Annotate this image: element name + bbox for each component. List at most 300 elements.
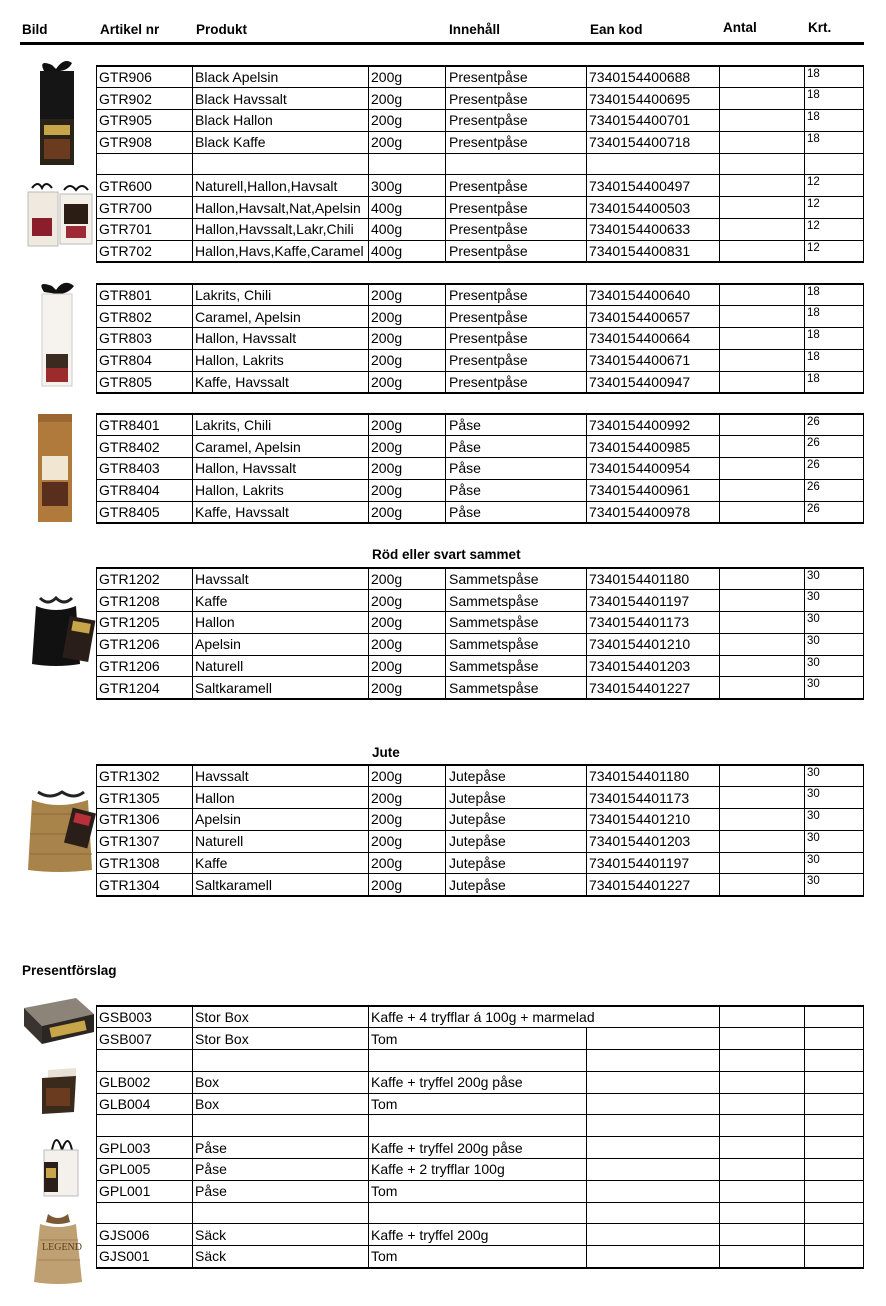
content-cell: Presentpåse — [446, 349, 587, 371]
krt-cell: 18 — [805, 371, 864, 393]
article-number-cell: GTR1302 — [97, 765, 193, 787]
ean-cell: 7340154400688 — [587, 66, 720, 88]
content-cell: Sammetspåse — [446, 590, 587, 612]
article-number-cell: GLB002 — [97, 1071, 193, 1093]
empty-cell — [587, 1159, 720, 1181]
shopping-bag-icon — [38, 1128, 82, 1198]
antal-cell[interactable] — [720, 414, 805, 436]
product-table-gtr800 — [96, 283, 864, 394]
product-cell: Påse — [193, 1159, 369, 1181]
article-number-cell: GTR700 — [97, 197, 193, 219]
krt-cell — [805, 1224, 864, 1246]
weight-cell: 200g — [369, 568, 446, 590]
table-row — [97, 874, 864, 896]
ean-cell: 7340154401203 — [587, 830, 720, 852]
krt-cell: 12 — [805, 240, 864, 262]
content-cell: Sammetspåse — [446, 568, 587, 590]
antal-cell[interactable] — [720, 612, 805, 634]
antal-cell[interactable] — [720, 153, 805, 175]
krt-cell: 30 — [805, 590, 864, 612]
product-cell: Hallon — [193, 787, 369, 809]
product-cell: Apelsin — [193, 633, 369, 655]
weight-cell: 200g — [369, 328, 446, 350]
article-number-cell: GTR1308 — [97, 852, 193, 874]
antal-cell[interactable] — [720, 479, 805, 501]
large-gift-box-icon — [20, 994, 96, 1046]
product-cell — [193, 1050, 369, 1072]
weight-cell: 200g — [369, 110, 446, 132]
table-row — [97, 306, 864, 328]
product-cell: Hallon, Havssalt — [193, 458, 369, 480]
content-cell: Påse — [446, 436, 587, 458]
ean-cell: 7340154400961 — [587, 479, 720, 501]
small-gift-box-icon — [40, 1066, 80, 1116]
table-row — [97, 88, 864, 110]
product-cell: Black Hallon — [193, 110, 369, 132]
product-cell: Kaffe — [193, 852, 369, 874]
weight-cell: 200g — [369, 306, 446, 328]
article-number-cell: GTR803 — [97, 328, 193, 350]
antal-cell[interactable] — [720, 590, 805, 612]
krt-cell: 30 — [805, 677, 864, 699]
header-bild: Bild — [22, 22, 48, 37]
content-cell: Jutepåse — [446, 809, 587, 831]
table-row — [97, 501, 864, 523]
antal-cell[interactable] — [720, 1224, 805, 1246]
antal-cell[interactable] — [720, 830, 805, 852]
table-row — [97, 436, 864, 458]
description-cell: Tom — [369, 1093, 587, 1115]
product-cell: Hallon, Lakrits — [193, 349, 369, 371]
product-cell: Hallon, Havssalt — [193, 328, 369, 350]
table-row — [97, 1028, 864, 1050]
ean-cell: 7340154401210 — [587, 633, 720, 655]
krt-cell: 26 — [805, 479, 864, 501]
krt-cell: 30 — [805, 612, 864, 634]
antal-cell[interactable] — [720, 328, 805, 350]
empty-cell — [587, 1050, 720, 1072]
article-number-cell: GSB007 — [97, 1028, 193, 1050]
section-title-sammet: Röd eller svart sammet — [372, 547, 521, 562]
ean-cell: 7340154400503 — [587, 197, 720, 219]
krt-cell: 18 — [805, 349, 864, 371]
weight-cell: 200g — [369, 590, 446, 612]
article-number-cell: GTR600 — [97, 175, 193, 197]
table-row — [97, 1050, 864, 1072]
antal-cell[interactable] — [720, 349, 805, 371]
weight-cell: 200g — [369, 852, 446, 874]
description-cell — [369, 1202, 587, 1224]
table-row — [97, 66, 864, 88]
coffee-sack-icon — [30, 1210, 86, 1286]
product-cell: Lakrits, Chili — [193, 284, 369, 306]
ean-cell: 7340154400695 — [587, 88, 720, 110]
content-cell: Sammetspåse — [446, 677, 587, 699]
ean-cell: 7340154400978 — [587, 501, 720, 523]
product-cell: Lakrits, Chili — [193, 414, 369, 436]
product-cell: Caramel, Apelsin — [193, 306, 369, 328]
antal-cell[interactable] — [720, 765, 805, 787]
product-cell — [193, 1202, 369, 1224]
krt-cell: 30 — [805, 568, 864, 590]
content-cell: Presentpåse — [446, 284, 587, 306]
product-cell: Påse — [193, 1137, 369, 1159]
krt-cell: 18 — [805, 131, 864, 153]
product-cell: Black Apelsin — [193, 66, 369, 88]
article-number-cell: GTR1307 — [97, 830, 193, 852]
ean-cell: 7340154401173 — [587, 612, 720, 634]
antal-cell[interactable] — [720, 501, 805, 523]
product-table-black — [96, 65, 864, 263]
ean-cell: 7340154401227 — [587, 677, 720, 699]
antal-cell[interactable] — [720, 1137, 805, 1159]
table-row — [97, 590, 864, 612]
antal-cell[interactable] — [720, 874, 805, 896]
krt-cell: 18 — [805, 88, 864, 110]
table-row — [97, 677, 864, 699]
weight-cell: 200g — [369, 458, 446, 480]
article-number-cell: GTR1304 — [97, 874, 193, 896]
weight-cell: 200g — [369, 88, 446, 110]
content-cell: Påse — [446, 414, 587, 436]
article-number-cell: GTR8402 — [97, 436, 193, 458]
table-row — [97, 414, 864, 436]
content-cell: Jutepåse — [446, 765, 587, 787]
content-cell: Jutepåse — [446, 874, 587, 896]
antal-cell[interactable] — [720, 66, 805, 88]
article-number-cell — [97, 1050, 193, 1072]
content-cell: Presentpåse — [446, 306, 587, 328]
table-row — [97, 371, 864, 393]
antal-cell[interactable] — [720, 219, 805, 241]
product-cell: Hallon, Lakrits — [193, 479, 369, 501]
empty-cell — [587, 1115, 720, 1137]
description-cell: Tom — [369, 1180, 587, 1202]
antal-cell[interactable] — [720, 809, 805, 831]
description-cell: Kaffe + 2 tryfflar 100g — [369, 1159, 587, 1181]
product-cell: Hallon,Havsalt,Nat,Apelsin — [193, 197, 369, 219]
content-cell: Presentpåse — [446, 131, 587, 153]
product-cell: Kaffe, Havssalt — [193, 371, 369, 393]
description-cell: Tom — [369, 1246, 587, 1268]
krt-cell: 18 — [805, 328, 864, 350]
product-cell: Caramel, Apelsin — [193, 436, 369, 458]
gift-suggestion-table — [96, 1005, 864, 1269]
header-antal: Antal — [723, 20, 757, 35]
product-cell: Hallon,Havssalt,Lakr,Chili — [193, 219, 369, 241]
antal-cell[interactable] — [720, 284, 805, 306]
table-row — [97, 1159, 864, 1181]
antal-cell[interactable] — [720, 1159, 805, 1181]
article-number-cell: GTR905 — [97, 110, 193, 132]
weight-cell: 200g — [369, 479, 446, 501]
column-header-row — [0, 0, 886, 46]
weight-cell: 200g — [369, 414, 446, 436]
product-cell: Naturell — [193, 830, 369, 852]
empty-cell — [587, 1202, 720, 1224]
antal-cell[interactable] — [720, 633, 805, 655]
weight-cell: 200g — [369, 633, 446, 655]
article-number-cell: GTR8403 — [97, 458, 193, 480]
antal-cell[interactable] — [720, 175, 805, 197]
content-cell: Påse — [446, 501, 587, 523]
article-number-cell: GPL003 — [97, 1137, 193, 1159]
krt-cell: 30 — [805, 655, 864, 677]
ean-cell: 7340154400985 — [587, 436, 720, 458]
table-row — [97, 1093, 864, 1115]
content-cell: Presentpåse — [446, 219, 587, 241]
table-row — [97, 655, 864, 677]
antal-cell[interactable] — [720, 655, 805, 677]
article-number-cell: GTR1206 — [97, 655, 193, 677]
antal-cell[interactable] — [720, 1028, 805, 1050]
header-divider — [20, 42, 864, 45]
table-row — [97, 787, 864, 809]
antal-cell[interactable] — [720, 110, 805, 132]
ean-cell: 7340154400701 — [587, 110, 720, 132]
description-cell: Kaffe + tryffel 200g påse — [369, 1137, 587, 1159]
ean-cell: 7340154400664 — [587, 328, 720, 350]
krt-cell: 26 — [805, 436, 864, 458]
krt-cell: 30 — [805, 830, 864, 852]
antal-cell[interactable] — [720, 568, 805, 590]
table-row — [97, 612, 864, 634]
table-row — [97, 1202, 864, 1224]
article-number-cell: GTR902 — [97, 88, 193, 110]
table-row — [97, 153, 864, 175]
article-number-cell: GTR906 — [97, 66, 193, 88]
krt-cell: 30 — [805, 787, 864, 809]
table-row — [97, 765, 864, 787]
table-row — [97, 328, 864, 350]
description-cell: Kaffe + tryffel 200g — [369, 1224, 587, 1246]
header-krt: Krt. — [808, 20, 832, 35]
article-number-cell: GTR1205 — [97, 612, 193, 634]
table-row — [97, 830, 864, 852]
antal-cell[interactable] — [720, 1180, 805, 1202]
antal-cell[interactable] — [720, 131, 805, 153]
ean-cell: 7340154401197 — [587, 590, 720, 612]
table-row — [97, 1137, 864, 1159]
ean-cell: 7340154401227 — [587, 874, 720, 896]
weight-cell: 200g — [369, 612, 446, 634]
table-row — [97, 219, 864, 241]
ean-cell: 7340154400947 — [587, 371, 720, 393]
article-number-cell: GTR1206 — [97, 633, 193, 655]
antal-cell[interactable] — [720, 306, 805, 328]
kraft-paper-bag-icon — [36, 412, 74, 524]
product-cell: Hallon,Havs,Kaffe,Caramel — [193, 240, 369, 262]
article-number-cell: GTR1305 — [97, 787, 193, 809]
article-number-cell: GTR702 — [97, 240, 193, 262]
weight-cell: 200g — [369, 830, 446, 852]
product-cell: Box — [193, 1071, 369, 1093]
header-artikel-nr: Artikel nr — [100, 22, 160, 37]
weight-cell: 200g — [369, 131, 446, 153]
content-cell: Påse — [446, 479, 587, 501]
content-cell — [446, 153, 587, 175]
ean-cell: 7340154400718 — [587, 131, 720, 153]
description-cell — [369, 1115, 587, 1137]
content-cell: Sammetspåse — [446, 612, 587, 634]
ean-cell: 7340154401210 — [587, 809, 720, 831]
article-number-cell: GTR1306 — [97, 809, 193, 831]
article-number-cell: GJS006 — [97, 1224, 193, 1246]
weight-cell — [369, 153, 446, 175]
krt-cell — [805, 153, 864, 175]
weight-cell: 200g — [369, 371, 446, 393]
content-cell: Presentpåse — [446, 240, 587, 262]
header-innehall: Innehåll — [449, 22, 501, 37]
empty-cell — [587, 1246, 720, 1268]
article-number-cell — [97, 1115, 193, 1137]
product-table-gtr8400 — [96, 413, 864, 524]
krt-cell — [805, 1246, 864, 1268]
krt-cell — [805, 1137, 864, 1159]
weight-cell: 200g — [369, 874, 446, 896]
ean-cell: 7340154400657 — [587, 306, 720, 328]
ean-cell — [587, 153, 720, 175]
ean-cell: 7340154401197 — [587, 852, 720, 874]
content-cell: Presentpåse — [446, 328, 587, 350]
product-cell: Hallon — [193, 612, 369, 634]
antal-cell[interactable] — [720, 240, 805, 262]
krt-cell: 26 — [805, 414, 864, 436]
krt-cell — [805, 1050, 864, 1072]
product-table-sammet — [96, 567, 864, 700]
table-row — [97, 197, 864, 219]
header-ean-kod: Ean kod — [590, 22, 643, 37]
weight-cell: 200g — [369, 66, 446, 88]
empty-cell — [587, 1093, 720, 1115]
table-row — [97, 479, 864, 501]
antal-cell[interactable] — [720, 436, 805, 458]
article-number-cell: GTR1204 — [97, 677, 193, 699]
table-row — [97, 131, 864, 153]
antal-cell[interactable] — [720, 1093, 805, 1115]
table-row — [97, 568, 864, 590]
content-cell: Sammetspåse — [446, 633, 587, 655]
antal-cell[interactable] — [720, 1202, 805, 1224]
table-row — [97, 1071, 864, 1093]
content-cell: Presentpåse — [446, 66, 587, 88]
antal-cell[interactable] — [720, 852, 805, 874]
table-row — [97, 175, 864, 197]
krt-cell: 26 — [805, 501, 864, 523]
krt-cell: 12 — [805, 175, 864, 197]
content-cell: Jutepåse — [446, 830, 587, 852]
antal-cell[interactable] — [720, 787, 805, 809]
article-number-cell: GTR701 — [97, 219, 193, 241]
antal-cell[interactable] — [720, 1050, 805, 1072]
description-cell: Kaffe + tryffel 200g påse — [369, 1071, 587, 1093]
svg-text:LEGEND: LEGEND — [42, 1242, 82, 1253]
table-row — [97, 852, 864, 874]
krt-cell — [805, 1093, 864, 1115]
table-row — [97, 110, 864, 132]
section-title-presentforslag: Presentförslag — [22, 963, 117, 978]
table-row — [97, 240, 864, 262]
table-row — [97, 458, 864, 480]
description-cell: Tom — [369, 1028, 587, 1050]
ean-cell: 7340154401180 — [587, 568, 720, 590]
krt-cell — [805, 1159, 864, 1181]
content-cell: Påse — [446, 458, 587, 480]
product-cell: Kaffe, Havssalt — [193, 501, 369, 523]
article-number-cell: GPL001 — [97, 1180, 193, 1202]
ean-cell: 7340154400954 — [587, 458, 720, 480]
article-number-cell: GTR801 — [97, 284, 193, 306]
antal-cell[interactable] — [720, 197, 805, 219]
content-cell: Presentpåse — [446, 175, 587, 197]
description-cell — [369, 1050, 587, 1072]
antal-cell[interactable] — [720, 1246, 805, 1268]
ean-cell: 7340154400671 — [587, 349, 720, 371]
empty-cell — [587, 1137, 720, 1159]
table-row — [97, 1224, 864, 1246]
weight-cell: 200g — [369, 436, 446, 458]
ean-cell: 7340154400992 — [587, 414, 720, 436]
table-row — [97, 1246, 864, 1268]
ean-cell: 7340154401203 — [587, 655, 720, 677]
product-cell: Säck — [193, 1246, 369, 1268]
antal-cell[interactable] — [720, 677, 805, 699]
table-row — [97, 633, 864, 655]
product-cell: Havssalt — [193, 765, 369, 787]
article-number-cell: GTR8404 — [97, 479, 193, 501]
krt-cell: 12 — [805, 197, 864, 219]
article-number-cell — [97, 153, 193, 175]
product-cell: Havssalt — [193, 568, 369, 590]
antal-cell[interactable] — [720, 1115, 805, 1137]
black-gift-bag-icon — [30, 57, 82, 167]
weight-cell: 300g — [369, 175, 446, 197]
krt-cell: 26 — [805, 458, 864, 480]
antal-cell[interactable] — [720, 458, 805, 480]
article-number-cell: GSB003 — [97, 1006, 193, 1028]
content-cell: Presentpåse — [446, 197, 587, 219]
article-number-cell: GTR802 — [97, 306, 193, 328]
weight-cell: 200g — [369, 677, 446, 699]
empty-cell — [587, 1224, 720, 1246]
product-cell: Black Havssalt — [193, 88, 369, 110]
table-row — [97, 809, 864, 831]
antal-cell[interactable] — [720, 1006, 805, 1028]
product-cell: Stor Box — [193, 1006, 369, 1028]
antal-cell[interactable] — [720, 371, 805, 393]
krt-cell — [805, 1202, 864, 1224]
table-row — [97, 1180, 864, 1202]
product-cell: Saltkaramell — [193, 677, 369, 699]
content-cell: Presentpåse — [446, 371, 587, 393]
krt-cell — [805, 1028, 864, 1050]
product-cell — [193, 1115, 369, 1137]
article-number-cell: GLB004 — [97, 1093, 193, 1115]
ribbon-gift-bag-icon — [32, 280, 80, 388]
velvet-pouch-icon — [26, 592, 96, 668]
antal-cell[interactable] — [720, 88, 805, 110]
krt-cell: 30 — [805, 633, 864, 655]
content-cell: Jutepåse — [446, 787, 587, 809]
table-row — [97, 284, 864, 306]
table-row — [97, 1115, 864, 1137]
article-number-cell: GTR908 — [97, 131, 193, 153]
content-cell: Jutepåse — [446, 852, 587, 874]
product-cell: Kaffe — [193, 590, 369, 612]
ean-cell: 7340154400831 — [587, 240, 720, 262]
product-cell: Saltkaramell — [193, 874, 369, 896]
antal-cell[interactable] — [720, 1071, 805, 1093]
